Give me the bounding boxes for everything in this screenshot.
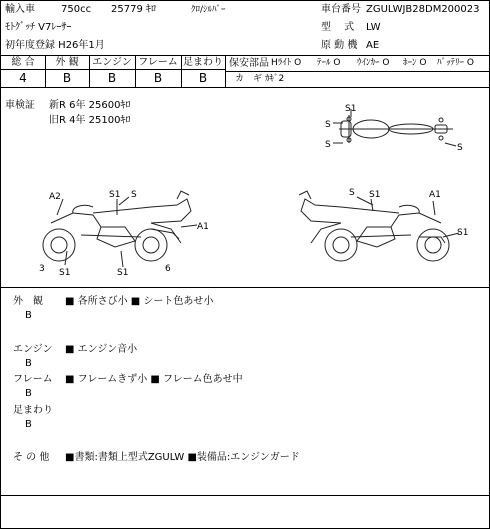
remark-text-other: ■書類:書類上型式ZGULW ■装備品:エンジンガード xyxy=(65,452,300,463)
divider xyxy=(225,55,226,87)
divider xyxy=(1,495,490,496)
top-view-motorcycle-icon xyxy=(339,115,453,143)
remark-label-suspension: 足まわり xyxy=(13,405,53,416)
remark-label-other: そ の 他 xyxy=(13,452,50,463)
type-value: LW xyxy=(366,22,381,33)
key-label: カ ギ xyxy=(235,74,263,84)
remark-text-exterior: ■ 各所さび小 ■ シート色あせ小 xyxy=(65,296,214,307)
color: ｸﾛ/ｼﾙﾊﾞｰ xyxy=(191,5,226,15)
parts-item-horn: ﾎｰﾝ O xyxy=(403,58,427,68)
type-label: 型 式 xyxy=(321,22,355,33)
diagram-label: S1 xyxy=(109,190,121,200)
parts-item-tail: ﾃｰﾙ O xyxy=(317,58,341,68)
parts-item-headlight: Hﾗｲﾄ O xyxy=(271,58,302,68)
model-name: ﾓﾄｸﾞｯﾁ V7ﾚｰｻｰ xyxy=(5,22,72,33)
remark-grade-exterior: B xyxy=(25,310,32,321)
mileage: 25779 ｷﾛ xyxy=(111,4,156,15)
diagram-label: S1 xyxy=(457,228,469,238)
inspection-old: 旧R 4年 25100ｷﾛ xyxy=(49,115,131,126)
diagram-label: S xyxy=(131,190,137,200)
divider xyxy=(1,55,490,56)
engine-label: 原 動 機 xyxy=(321,40,358,51)
diagram-label: S xyxy=(349,188,355,198)
diagram-label: S1 xyxy=(369,190,381,200)
engine-value: AE xyxy=(366,40,380,51)
parts-item-winker: ｳｲﾝｶｰ O xyxy=(357,58,390,68)
grade-header-engine: エンジン xyxy=(92,57,132,68)
first-registration: 初年度登録 H26年1月 xyxy=(5,40,105,51)
chassis-label: 車台番号 xyxy=(321,4,361,15)
diagram-label: S1 xyxy=(117,268,129,278)
grade-header-suspension: 足まわり xyxy=(183,57,223,68)
divider xyxy=(1,287,490,288)
right-side-motorcycle-icon xyxy=(299,191,449,261)
remark-text-engine: ■ エンジン音小 xyxy=(65,344,138,355)
parts-label: 保安部品 xyxy=(229,58,269,69)
damage-diagram xyxy=(1,87,490,287)
remark-label-frame: フレーム xyxy=(13,374,53,385)
grade-value-overall: 4 xyxy=(19,71,27,85)
grade-header-frame: フレーム xyxy=(138,57,178,68)
diagram-label: S xyxy=(457,143,463,153)
diagram-label: A1 xyxy=(429,190,441,200)
diagram-label: S1 xyxy=(345,104,357,114)
inspection-label: 車検証 xyxy=(5,100,35,111)
chassis-value: ZGULWJB28DM200023 xyxy=(366,4,480,15)
parts-item-battery: ﾊﾞｯﾃﾘｰ O xyxy=(437,58,474,68)
displacement: 750cc xyxy=(61,4,92,15)
grade-value-exterior: B xyxy=(62,71,72,85)
divider xyxy=(1,69,225,70)
diagram-label: S xyxy=(325,120,331,130)
inspection-new: 新R 6年 25600ｷﾛ xyxy=(49,100,131,111)
remark-label-exterior: 外 観 xyxy=(13,296,43,307)
grade-value-engine: B xyxy=(107,71,117,85)
diagram-label: 6 xyxy=(165,264,171,274)
remark-grade-frame: B xyxy=(25,388,32,399)
remark-grade-suspension: B xyxy=(25,419,32,430)
diagram-label: A2 xyxy=(49,192,61,202)
remark-text-frame: ■ フレームきず小 ■ フレーム色あせ中 xyxy=(65,374,243,385)
grade-header-overall: 総 合 xyxy=(11,57,35,68)
grade-value-frame: B xyxy=(153,71,163,85)
diagram-label: S xyxy=(325,140,331,150)
key-value: ｶｷﾞ2 xyxy=(265,74,285,84)
remark-grade-engine: B xyxy=(25,358,32,369)
grade-header-exterior: 外 観 xyxy=(55,57,79,68)
import-label: 輸入車 xyxy=(5,4,35,15)
grade-value-suspension: B xyxy=(198,71,208,85)
diagram-label: A1 xyxy=(197,222,209,232)
remark-label-engine: エンジン xyxy=(13,344,53,355)
divider xyxy=(225,71,490,72)
diagram-label: S1 xyxy=(59,268,71,278)
diagram-label: 3 xyxy=(39,264,45,274)
